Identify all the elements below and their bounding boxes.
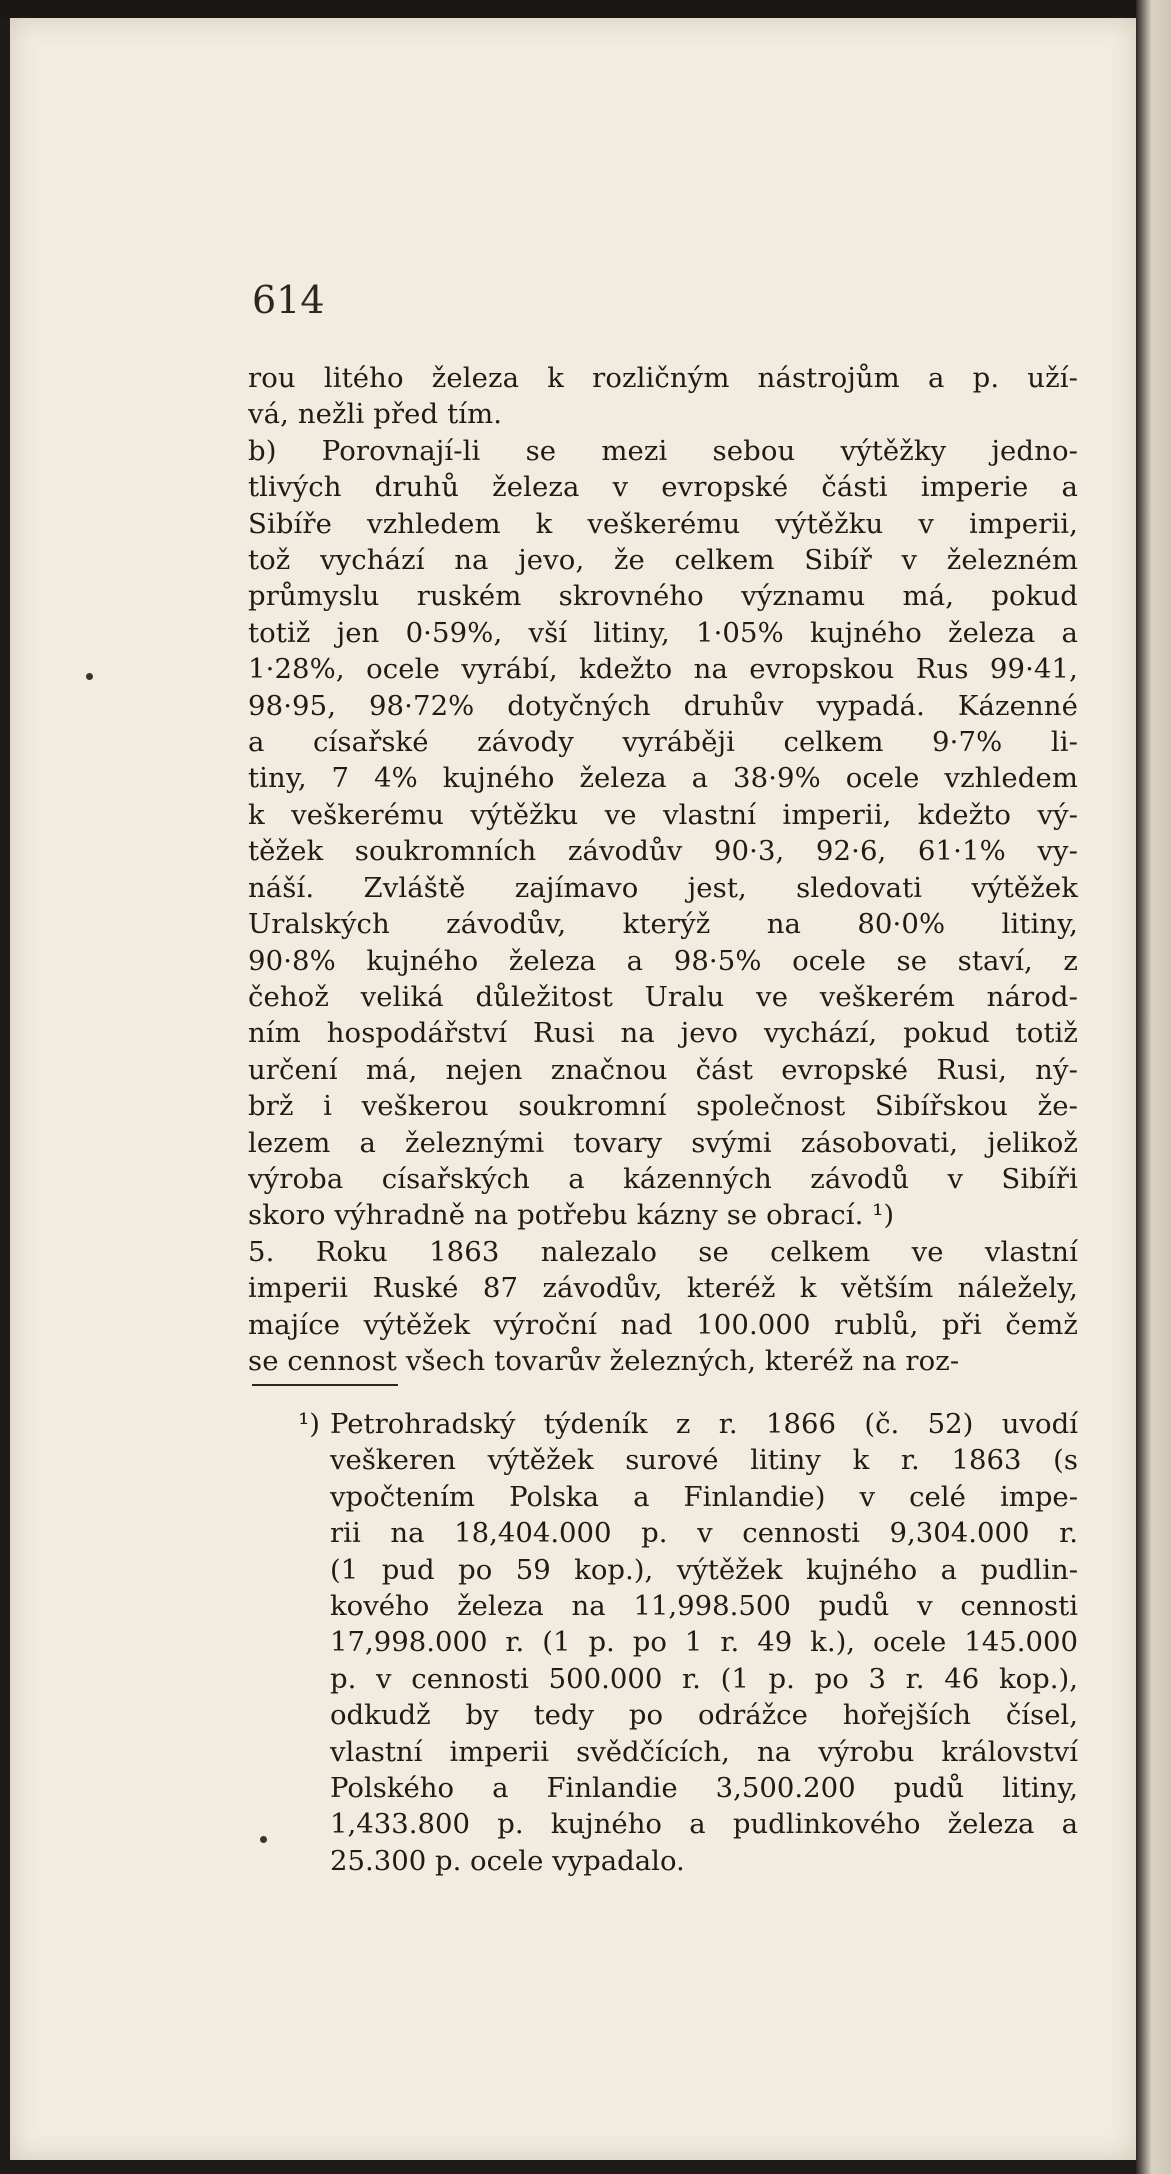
body-line: těžek soukromních závodův 90·3, 92·6, 61·1% vy- [248,835,1078,868]
body-line: 98·95, 98·72% dotyčných druhův vypadá. Kázenné [248,689,1078,722]
body-line: imperii Ruské 87 závodův, kteréž k větším náležely, [248,1272,1078,1305]
margin-dot [86,673,93,680]
body-line: tož vychází na jevo, že celkem Sibíř v železném [248,544,1078,577]
body-line: rou litého železa k rozličným nástrojům a p. uží- [248,362,1078,394]
body-line: b) Porovnají-li se mezi sebou výtěžky jedno- [248,434,1078,467]
body-line: totiž jen 0·59%, vší litiny, 1·05% kujného železa a [248,616,1078,649]
body-line: Uralských závodův, kterýž na 80·0% litiny, [248,908,1078,941]
body-line: Sibíře vzhledem k veškerému výtěžku v imperii, [248,507,1078,540]
body-line: lezem a železnými tovary svými zásobovati, jelikož [248,1126,1078,1159]
page-number: 614 [252,278,325,322]
footnote-line: Petrohradský týdeník z r. 1866 (č. 52) uvodí [330,1408,1078,1440]
body-line: průmyslu ruském skrovného významu má, pokud [248,580,1078,613]
footnote-mark: ¹) [298,1408,320,1440]
body-line: ním hospodářství Rusi na jevo vychází, pokud totiž [248,1017,1078,1050]
footnote-line: vlastní imperii svědčících, na výrobu království [330,1735,1078,1768]
footnote-line: 1,433.800 p. kujného a pudlinkového železa a [330,1808,1078,1841]
footnote-text [330,1406,1078,1879]
body-line: čehož veliká důležitost Uralu ve veškerém národ- [248,980,1078,1013]
body-line: skoro výhradně na potřebu kázny se obrací. ¹) [248,1199,895,1232]
body-line: majíce výtěžek výroční nad 100.000 rublů, při čemž [248,1308,1078,1341]
body-line: se cennost všech tovarův železných, kteréž na roz- [248,1344,960,1377]
body-line: tlivých druhů železa v evropské části imperie a [248,471,1078,504]
body-line: a císařské závody vyráběji celkem 9·7% li- [248,726,1078,759]
footnote-line: odkudž by tedy po odrážce hořejších čísel, [330,1699,1078,1732]
footnote-line: kového železa na 11,998.500 pudů v cennosti [330,1590,1078,1623]
footnote-line: 25.300 p. ocele vypadalo. [330,1844,685,1877]
body-line: brž i veškerou soukromní společnost Sibířskou že- [248,1090,1078,1123]
footnote-line: rii na 18,404.000 p. v cennosti 9,304.000 r. [330,1517,1078,1550]
body-line: určení má, nejen značnou část evropské Rusi, ný- [248,1053,1078,1086]
footnote-line: Polského a Finlandie 3,500.200 pudů litiny, [330,1772,1078,1805]
book-binding-edge [1136,0,1171,2174]
body-line: 90·8% kujného železa a 98·5% ocele se staví, z [248,944,1078,977]
body-line: náší. Zvláště zajímavo jest, sledovati výtěžek [248,871,1078,904]
footnote-line: p. v cennosti 500.000 r. (1 p. po 3 r. 46 kop.), [330,1662,1078,1695]
footnote-line: veškeren výtěžek surové litiny k r. 1863 (s [330,1444,1078,1477]
scan-top-edge [0,0,1171,18]
body-line: tiny, 7 4% kujného železa a 38·9% ocele vzhledem [248,762,1078,795]
body-line: k veškerému výtěžku ve vlastní imperii, kdežto vý- [248,798,1078,831]
body-text [248,360,1078,1379]
footnote-line: 17,998.000 r. (1 p. po 1 r. 49 k.), ocele 145.000 [330,1626,1078,1659]
footnote-line: vpočtením Polska a Finlandie) v celé impe- [330,1480,1078,1513]
footnote [248,1406,1078,1879]
footnote-rule [252,1384,398,1386]
body-line: výroba císařských a kázenných závodů v Sibíři [248,1162,1078,1195]
footnote-line: (1 pud po 59 kop.), výtěžek kujného a pudlin- [330,1553,1078,1586]
body-line: 1·28%, ocele vyrábí, kdežto na evropskou Rus 99·41, [248,653,1078,686]
body-line: 5. Roku 1863 nalezalo se celkem ve vlastní [248,1235,1078,1268]
body-line: vá, nežli před tím. [248,398,503,431]
